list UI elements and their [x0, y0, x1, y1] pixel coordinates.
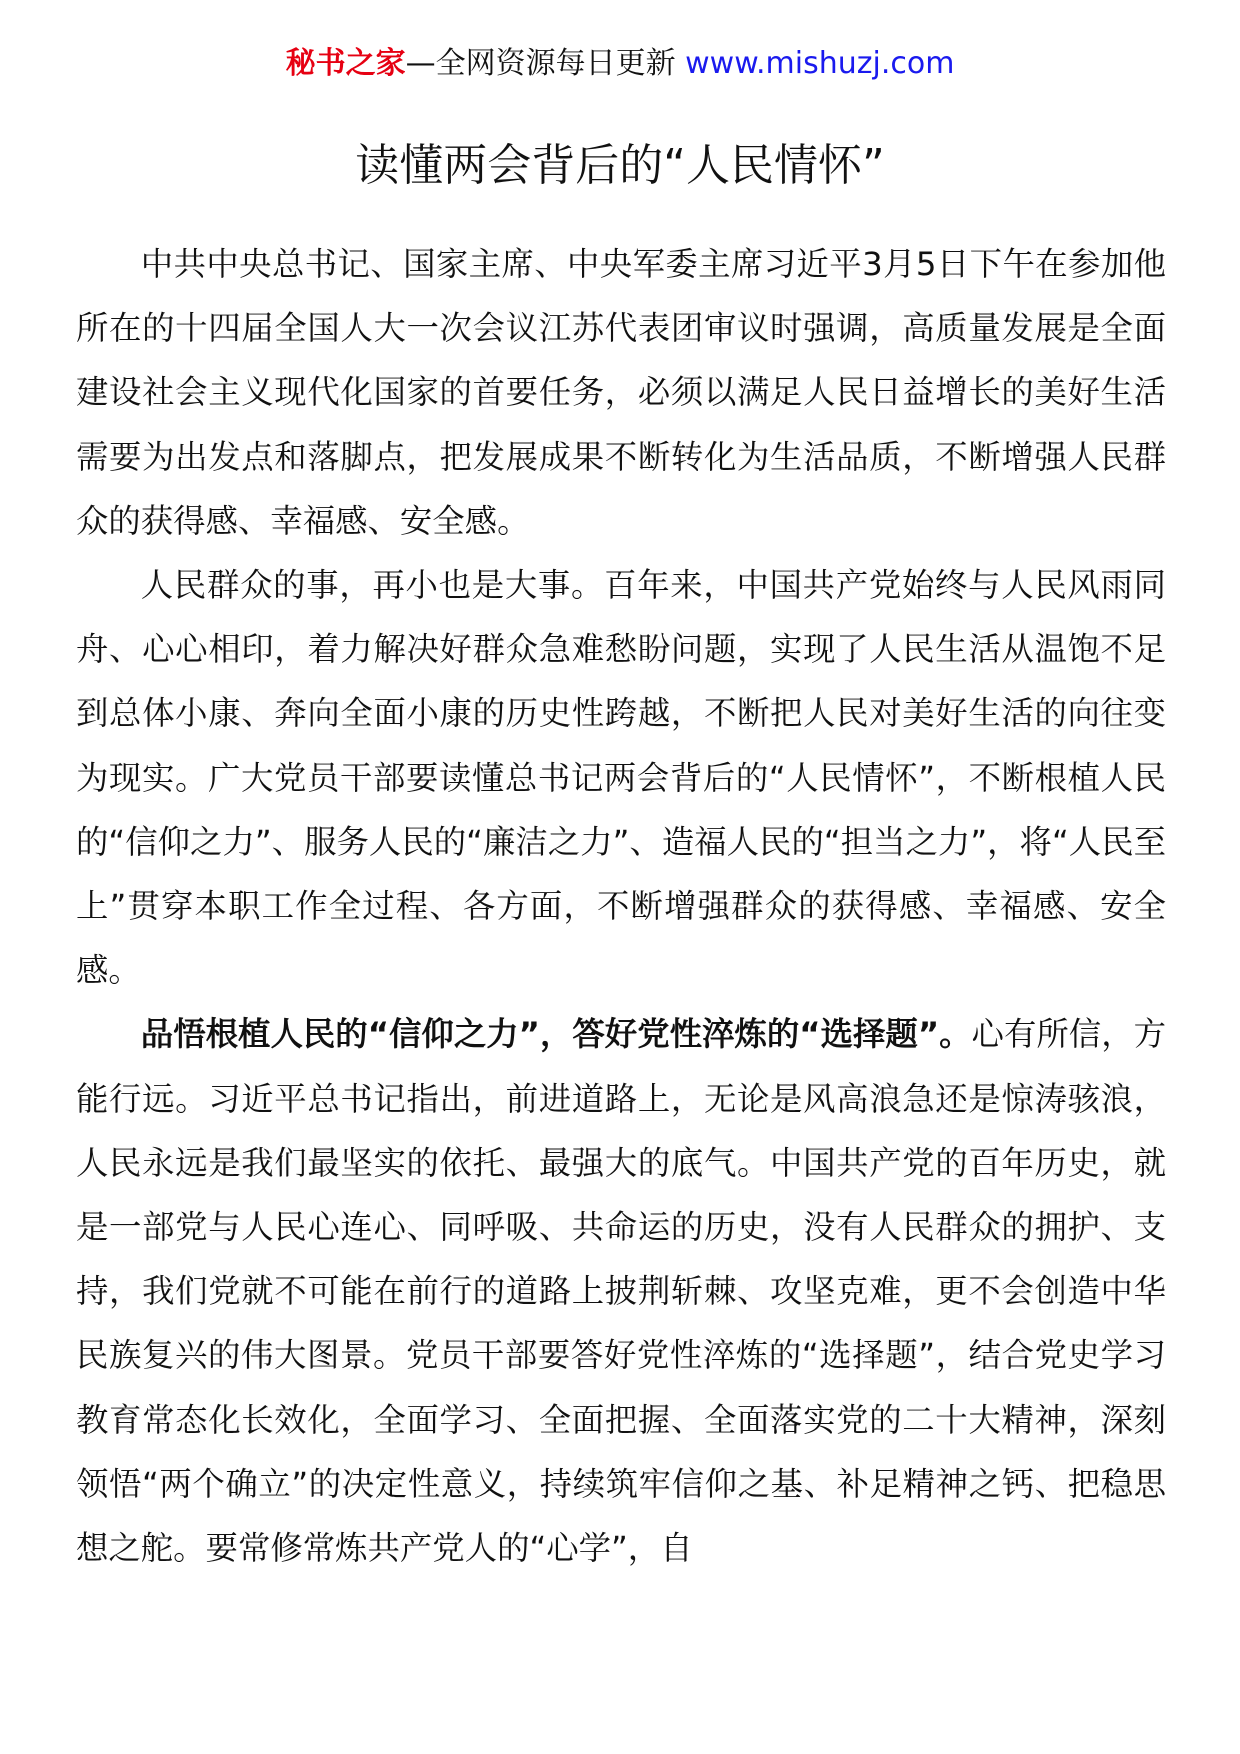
paragraph-text: 人民群众的事，再小也是大事。百年来，中国共产党始终与人民风雨同舟、心心相印，着力解决好群众急难愁盼问题，实现了人民生活从温饱不足到总体小康、奔向全面小康的历史性跨越，不断把人民对美好生活的向往变为现实。广大党员干部要读懂总书记两会背后的“人民情怀”，不断根植人民的“信仰之力”、服务人民的“廉洁之力”、造福人民的“担当之力”，将“人民至上”贯穿本职工作全过程、各方面，不断增强群众的获得感、幸福感、安全感。 [76, 566, 1166, 990]
site-url-link[interactable]: www.mishuzj.com [685, 46, 955, 81]
paragraph-1 [76, 232, 1166, 553]
section-heading-lead: 品悟根植人民的“信仰之力”，答好党性淬炼的“选择题”。 [140, 1015, 972, 1054]
paragraph-text: 心有所信，方能行远。习近平总书记指出，前进道路上，无论是风高浪急还是惊涛骇浪，人民永远是我们最坚实的依托、最强大的底气。中国共产党的百年历史，就是一部党与人民心连心、同呼吸、共命运的历史，没有人民群众的拥护、支持，我们党就不可能在前行的道路上披荆斩棘、攻坚克难，更不会创造中华民族复兴的伟大图景。党员干部要答好党性淬炼的“选择题”，结合党史学习教育常态化长效化，全面学习、全面把握、全面落实党的二十大精神，深刻领悟“两个确立”的决定性意义，持续筑牢信仰之基、补足精神之钙、把稳思想之舵。要常修常炼共产党人的“心学”，自 [76, 1015, 1167, 1568]
site-banner [0, 42, 1240, 86]
paragraph-3 [76, 1002, 1166, 1580]
document-title: 读懂两会背后的“人民情怀” [355, 140, 885, 191]
brand-name: 秘书之家 [285, 46, 406, 81]
document-body [76, 232, 1166, 1580]
banner-tagline: —全网资源每日更新 [405, 46, 676, 81]
paragraph-2 [76, 553, 1166, 1002]
paragraph-text: 中共中央总书记、国家主席、中央军委主席习近平3月5日下午在参加他所在的十四届全国人大一次会议江苏代表团审议时强调，高质量发展是全面建设社会主义现代化国家的首要任务，必须以满足人民日益增长的美好生活需要为出发点和落脚点，把发展成果不断转化为生活品质，不断增强人民群众的获得感、幸福感、安全感。 [76, 245, 1166, 540]
